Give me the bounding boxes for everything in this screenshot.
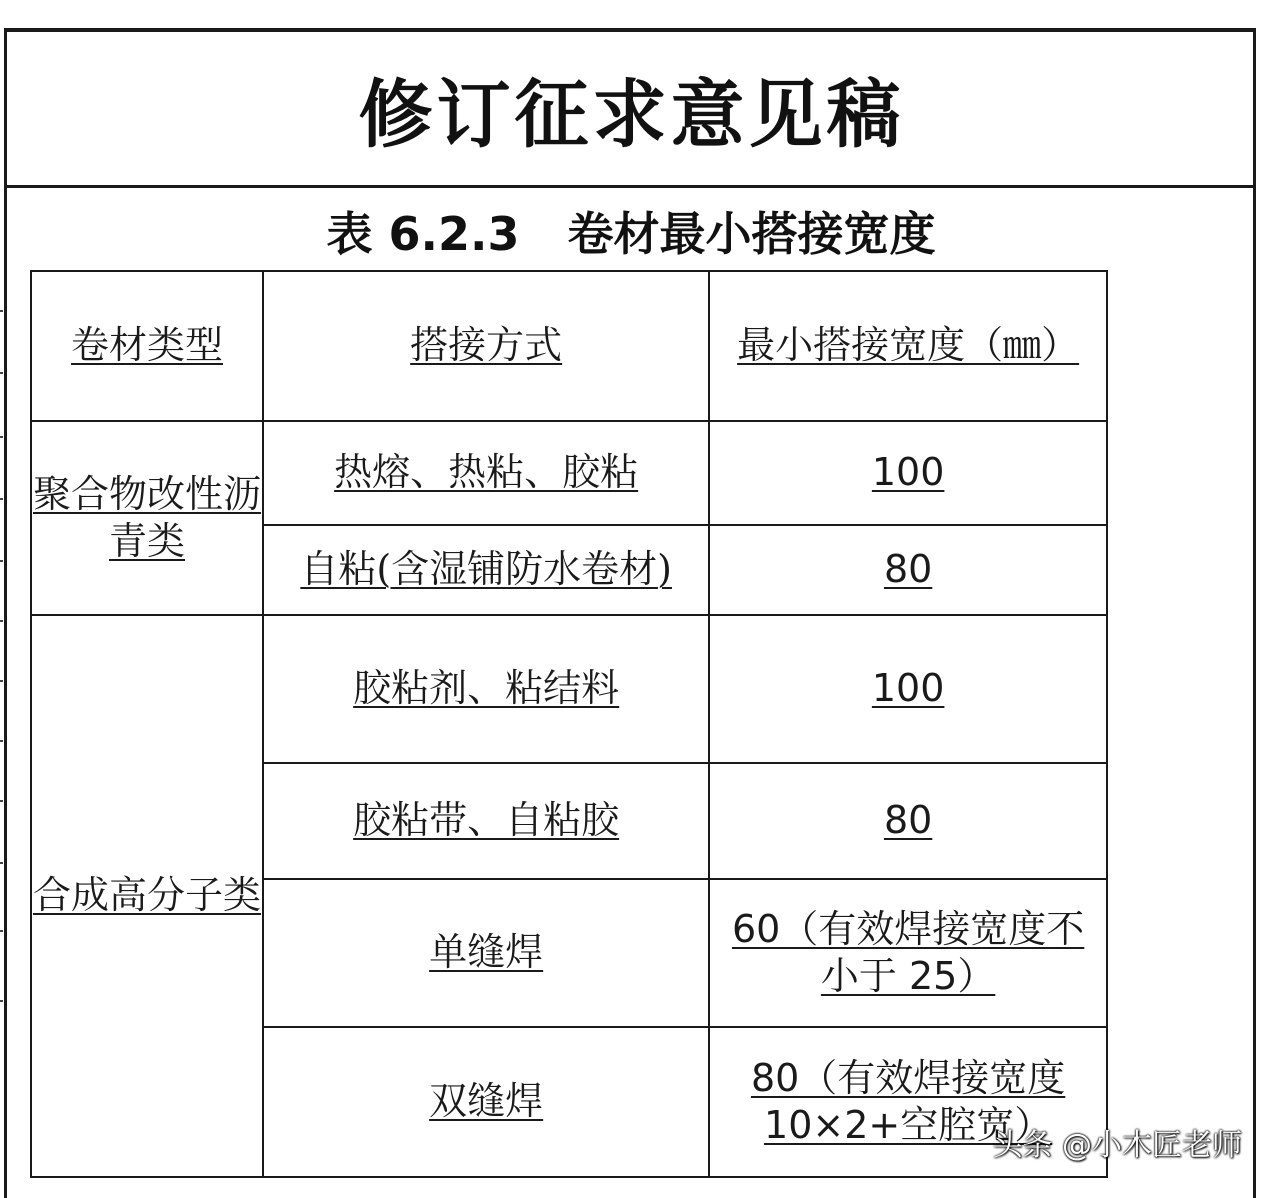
banner-title: 修订征求意见稿 — [358, 71, 905, 158]
method-cell: 自粘(含湿铺防水卷材) — [263, 525, 709, 615]
width-note-line: 80（有效焊接宽度 — [750, 1055, 1066, 1100]
table-row — [31, 615, 1107, 763]
lap-width-table — [30, 270, 1108, 1178]
width-cell: 100 — [709, 615, 1107, 763]
width-cell: 80 — [709, 525, 1107, 615]
type-cell-asphalt: 聚合物改性沥青类 — [31, 421, 263, 615]
banner — [7, 32, 1256, 188]
table-caption — [0, 198, 1262, 264]
method-cell: 胶粘带、自粘胶 — [263, 763, 709, 879]
table-row — [31, 421, 1107, 525]
width-cell: 100 — [709, 421, 1107, 525]
table-title: 卷材最小搭接宽度 — [567, 207, 936, 261]
method-cell: 胶粘剂、粘结料 — [263, 615, 709, 763]
method-cell: 单缝焊 — [263, 879, 709, 1027]
method-cell: 热熔、热粘、胶粘 — [263, 421, 709, 525]
header-width: 最小搭接宽度（㎜） — [709, 271, 1107, 421]
watermark: 头条 @小木匠老师 — [992, 1128, 1242, 1163]
width-note-line: 小于 25） — [820, 954, 996, 998]
header-type: 卷材类型 — [31, 271, 263, 421]
width-note-line: 10×2+空腔宽） — [764, 1103, 1053, 1147]
type-cell-polymer: 合成高分子类 — [31, 615, 263, 1177]
width-cell: 80 — [709, 763, 1107, 879]
width-note-line: 60（有效焊接宽度不 — [731, 906, 1085, 951]
method-cell: 双缝焊 — [263, 1027, 709, 1177]
table-header-row — [31, 271, 1107, 421]
table-number: 表 6.2.3 — [326, 207, 520, 261]
width-cell — [709, 879, 1107, 1027]
header-method: 搭接方式 — [263, 271, 709, 421]
